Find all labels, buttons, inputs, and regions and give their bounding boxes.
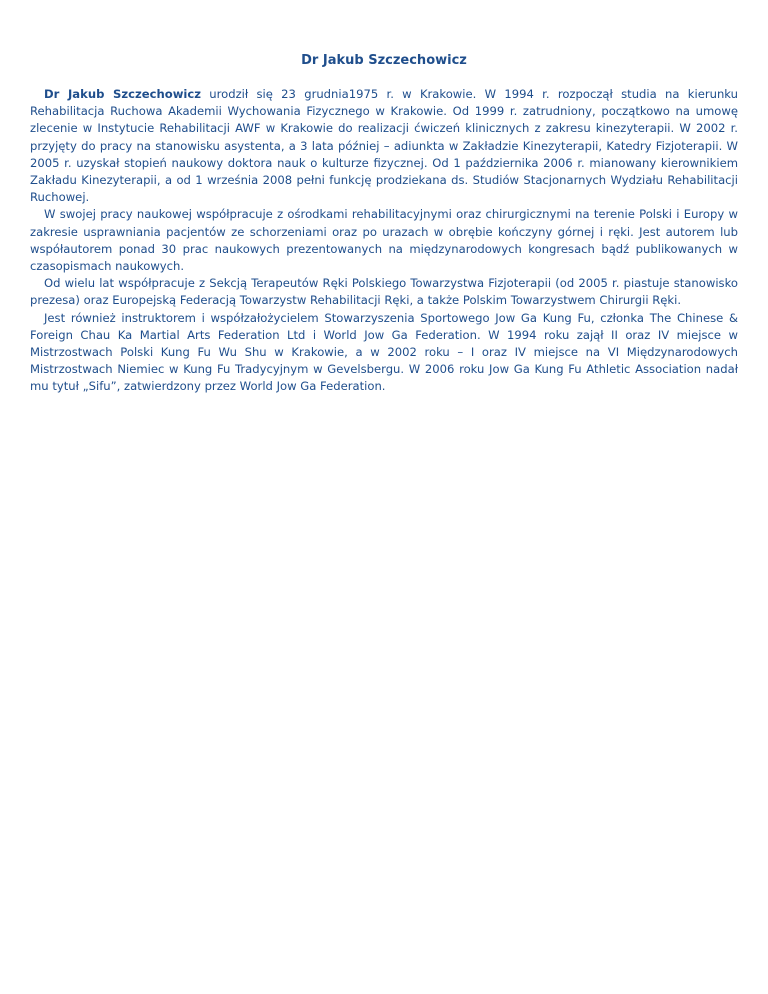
paragraph-kung-fu xyxy=(30,310,738,396)
paragraph-research xyxy=(30,206,738,275)
paragraph-text: W swojej pracy naukowej współpracuje z ośrodkami rehabilitacyjnymi oraz chirurgicznymi na terenie Polski i Europy w zakresie usprawniania pacjentów ze schorzeniami oraz po urazach w obrębie kończyny górnej i ręki. Jest autorem lub współautorem ponad 30 prac naukowych prezentowanych na międzynarodowych kongresach bądź publikowanych w czasopismach naukowych. xyxy=(30,207,738,274)
paragraph-text: urodził się 23 grudnia1975 r. w Krakowie. W 1994 r. rozpoczął studia na kierunku Rehabilitacja Ruchowa Akademii Wychowania Fizycznego w Krakowie. Od 1999 r. zatrudniony, początkowo na umowę zlecenie w Instytucie Rehabilitacji AWF w Krakowie do realizacji ćwiczeń klinicznych z zakresu kinezyterapii. W 2002 r. przyjęty do pracy na stanowisku asystenta, a 3 lata później – adiunkta w Zakładzie Kinezyterapii, Katedry Fizjoterapii. W 2005 r. uzyskał stopień naukowy doktora nauk o kulturze fizycznej. Od 1 października 2006 r. mianowany kierownikiem Zakładu Kinezyterapii, a od 1 września 2008 pełni funkcję prodziekana ds. Studiów Stacjonarnych Wydziału Rehabilitacji Ruchowej. xyxy=(30,87,738,205)
paragraph-cooperation xyxy=(30,275,738,309)
paragraph-text: Od wielu lat współpracuje z Sekcją Terapeutów Ręki Polskiego Towarzystwa Fizjoterapii (od 2005 r. piastuje stanowisko prezesa) oraz Europejską Federacją Towarzystw Rehabilitacji Ręki, a także Polskim Towarzystwem Chirurgii Ręki. xyxy=(30,276,738,308)
paragraph-biography xyxy=(30,86,738,206)
bio-name-bold: Dr Jakub Szczechowicz xyxy=(44,87,201,101)
paragraph-text: Jest również instruktorem i współzałożycielem Stowarzyszenia Sportowego Jow Ga Kung Fu, członka The Chinese & Foreign Chau Ka Martial Arts Federation Ltd i World Jow Ga Federation. W 1994 roku zajął II oraz IV miejsce w Mistrzostwach Polski Kung Fu Wu Shu w Krakowie, a w 2002 roku – I oraz IV miejsce na VI Międzynarodowych Mistrzostwach Niemiec w Kung Fu Tradycyjnym w Gevelsbergu. W 2006 roku Jow Ga Kung Fu Athletic Association nadał mu tytuł „Sifu”, zatwierdzony przez World Jow Ga Federation. xyxy=(30,310,738,394)
document-page xyxy=(30,52,738,396)
document-title: Dr Jakub Szczechowicz xyxy=(301,53,467,68)
